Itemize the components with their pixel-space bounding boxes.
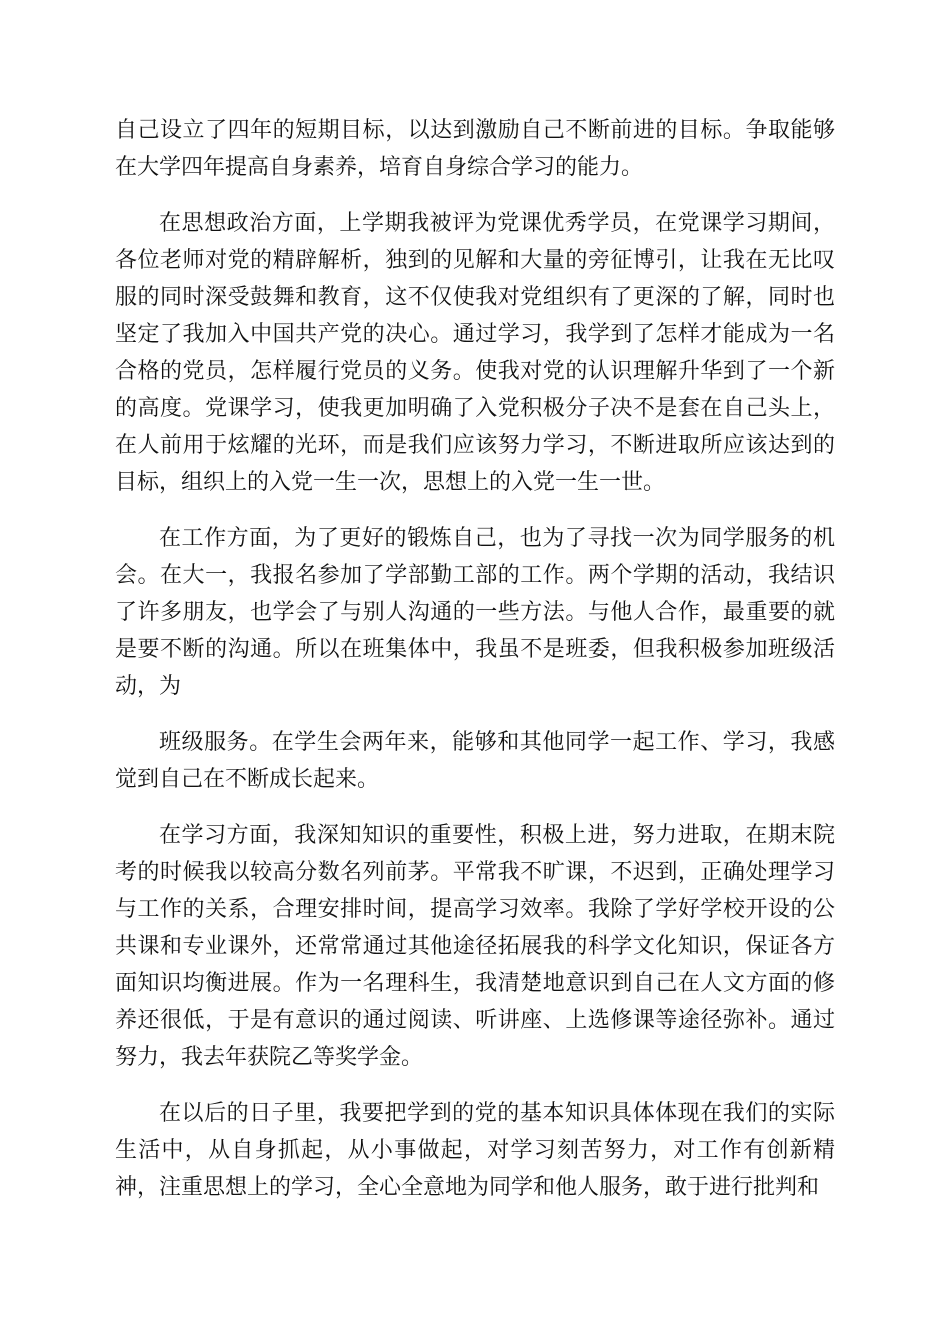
paragraph-future: 在以后的日子里，我要把学到的党的基本知识具体体现在我们的实际生活中，从自身抓起，从小事做起，对学习刻苦努力，对工作有创新精神，注重思想上的学习，全心全意地为同学和他人服务，敢于进行批判和 xyxy=(115,1101,835,1200)
paragraph-study: 在学习方面，我深知知识的重要性，积极上进，努力进取，在期末院考的时候我以较高分数名列前茅。平常我不旷课，不迟到，正确处理学习与工作的关系，合理安排时间，提高学习效率。我除了学好学校开设的公共课和专业课外，还常常通过其他途径拓展我的科学文化知识，保证各方面知识均衡进展。作为一名理科生，我清楚地意识到自己在人文方面的修养还很低，于是有意识的通过阅读、听讲座、上选修课等途径弥补。通过努力，我去年获院乙等奖学金。 xyxy=(115,823,835,1070)
paragraph-political: 在思想政治方面，上学期我被评为党课优秀学员，在党课学习期间，各位老师对党的精辟解析，独到的见解和大量的旁征博引，让我在无比叹服的同时深受鼓舞和教育，这不仅使我对党组织有了更深的了解，同时也坚定了我加入中国共产党的决心。通过学习，我学到了怎样才能成为一名合格的党员，怎样履行党员的义务。使我对党的认识理解升华到了一个新的高度。党课学习，使我更加明确了入党积极分子决不是套在自己头上，在人前用于炫耀的光环，而是我们应该努力学习，不断进取所应该达到的目标，组织上的入党一生一次，思想上的入党一生一世。 xyxy=(115,211,835,495)
paragraph-student-union: 班级服务。在学生会两年来，能够和其他同学一起工作、学习，我感觉到自己在不断成长起来。 xyxy=(115,730,835,792)
document-page xyxy=(115,112,835,1225)
paragraph-goals: 自己设立了四年的短期目标，以达到激励自己不断前进的目标。争取能够在大学四年提高自身素养，培育自身综合学习的能力。 xyxy=(115,118,835,180)
paragraph-work: 在工作方面，为了更好的锻炼自己，也为了寻找一次为同学服务的机会。在大一，我报名参加了学部勤工部的工作。两个学期的活动，我结识了许多朋友，也学会了与别人沟通的一些方法。与他人合作，最重要的就是要不断的沟通。所以在班集体中，我虽不是班委，但我积极参加班级活动，为 xyxy=(115,526,835,699)
